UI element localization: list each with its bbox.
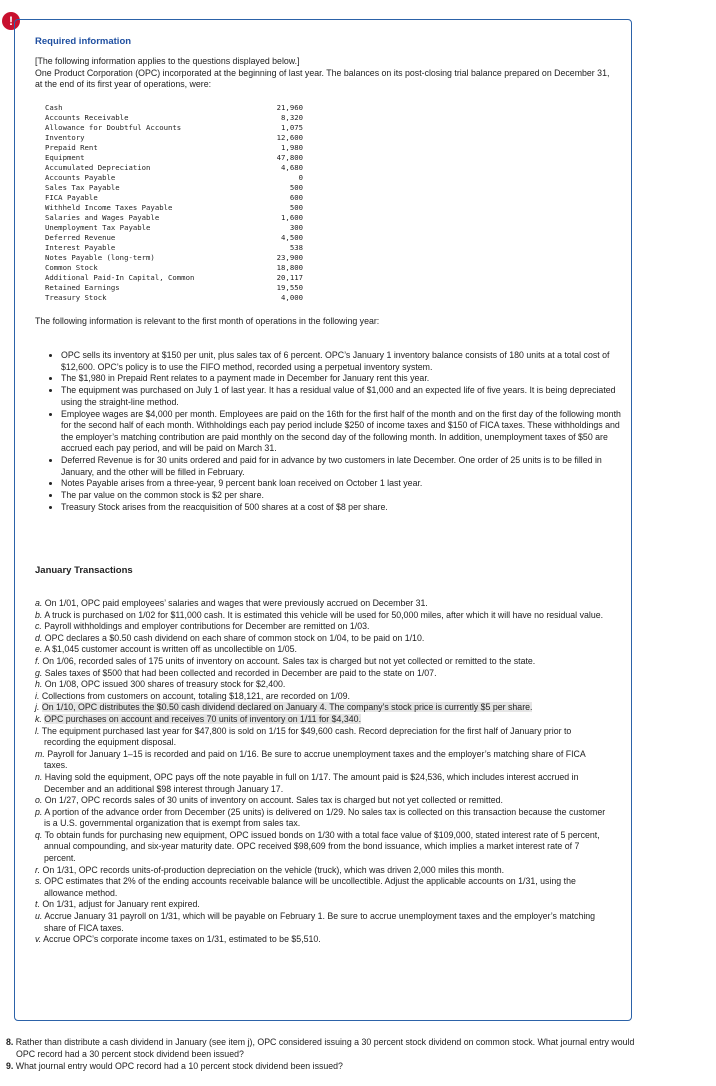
account-balance: 12,600 <box>276 133 303 142</box>
transaction-text: Sales taxes of $500 that had been collected and recorded in December are paid to the state on 1/07. <box>44 667 437 678</box>
account-name: Common Stock <box>45 263 98 272</box>
transaction-letter: s. <box>35 876 42 887</box>
transaction-item <box>35 691 607 703</box>
transaction-item <box>35 644 607 656</box>
transaction-letter: o. <box>35 795 43 806</box>
account-name: Equipment <box>45 153 85 162</box>
transactions-list <box>35 598 607 946</box>
account-name: Notes Payable (long-term) <box>45 253 155 262</box>
trial-balance-row <box>45 283 303 293</box>
account-balance: 500 <box>289 203 303 212</box>
account-balance: 20,117 <box>276 273 303 282</box>
transaction-text: A portion of the advance order from December (25 units) is delivered on 1/29. No sales tax is collected on this transaction because the customer is a U.S. governmental organization that is exempt from sales tax. <box>44 806 606 829</box>
info-bullet: • The $1,980 in Prepaid Rent relates to a payment made in December for January rent this year. <box>61 373 621 385</box>
transaction-text: Payroll for January 1–15 is recorded and paid on 1/16. Be sure to accrue unemployment taxes and the employer’s matching share of FICA taxes. <box>44 748 586 771</box>
transaction-text: Having sold the equipment, OPC pays off the note payable in full on 1/17. The amount paid is $24,536, which includes interest accrued in December and an additional $98 interest through January 17. <box>44 771 579 794</box>
transaction-letter: e. <box>35 644 43 655</box>
transaction-text: To obtain funds for purchasing new equipment, OPC issued bonds on 1/30 with a total face value of $109,000, stated interest rate of 5 percent, annual compounding, and six-year maturity date. OPC received $98,609 from the bond issuance, which implies a market interest rate of 7 percent. <box>44 829 600 864</box>
trial-balance-row <box>45 293 303 303</box>
transaction-letter: q. <box>35 829 43 840</box>
transaction-item <box>35 865 607 877</box>
intro-line-1: [The following information applies to the questions displayed below.] <box>35 56 300 66</box>
transaction-text: The equipment purchased last year for $47,800 is sold on 1/15 for $49,600 cash. Record depreciation for the first half of January prior to recording the equipment disposal. <box>41 725 572 748</box>
account-balance: 600 <box>289 193 303 202</box>
transaction-letter: v. <box>35 934 42 945</box>
account-balance: 4,500 <box>281 233 303 242</box>
question-text: What journal entry would OPC record had a 10 percent stock dividend been issued? <box>15 1061 343 1071</box>
account-balance: 21,960 <box>276 103 303 112</box>
transaction-letter: l. <box>35 725 40 736</box>
question-text: Rather than distribute a cash dividend in January (see item j), OPC considered issuing a 30 percent stock dividend on common stock. What journal entry would OPC record had a 30 percent stock dividend been issued? <box>15 1037 635 1059</box>
account-balance: 0 <box>298 173 303 182</box>
transaction-letter: k. <box>35 713 42 724</box>
account-name: Salaries and Wages Payable <box>45 213 160 222</box>
transaction-text: Payroll withholdings and employer contributions for December are remitted on 1/03. <box>44 621 370 632</box>
info-bullet: • Deferred Revenue is for 30 units ordered and paid for in advance by two customers in late December. One order of 25 units is to be filled in January, and the other will be filled in February. <box>61 455 621 478</box>
transaction-item <box>35 702 607 714</box>
account-name: Accounts Payable <box>45 173 116 182</box>
trial-balance-row <box>45 113 303 123</box>
trial-balance-row <box>45 243 303 253</box>
alert-icon: ! <box>2 12 20 30</box>
transaction-letter: u. <box>35 911 43 922</box>
account-name: Deferred Revenue <box>45 233 116 242</box>
account-name: Interest Payable <box>45 243 116 252</box>
transaction-text: On 1/31, OPC records units-of-production depreciation on the vehicle (truck), which was driven 2,000 miles this month. <box>42 864 505 875</box>
transaction-item <box>35 656 607 668</box>
account-name: Accounts Receivable <box>45 113 129 122</box>
transaction-item <box>35 807 607 830</box>
transaction-item <box>35 679 607 691</box>
intro-text <box>35 56 615 91</box>
transaction-item <box>35 668 607 680</box>
transaction-letter: t. <box>35 899 40 910</box>
transaction-item <box>35 726 607 749</box>
trial-balance-row <box>45 143 303 153</box>
info-bullet: • Notes Payable arises from a three-year, 9 percent bank loan received on October 1 last year. <box>61 478 621 490</box>
account-balance: 8,320 <box>281 113 303 122</box>
account-balance: 47,800 <box>276 153 303 162</box>
account-name: Cash <box>45 103 63 112</box>
trial-balance-table <box>45 103 303 303</box>
transaction-text: On 1/08, OPC issued 300 shares of treasury stock for $2,400. <box>44 679 286 690</box>
relevant-info-list <box>47 350 621 514</box>
trial-balance-row <box>45 233 303 243</box>
relevant-info-intro: The following information is relevant to the first month of operations in the following year: <box>35 316 380 326</box>
transaction-item <box>35 911 607 934</box>
transaction-letter: f. <box>35 655 40 666</box>
trial-balance-row <box>45 263 303 273</box>
account-name: Prepaid Rent <box>45 143 98 152</box>
account-name: Sales Tax Payable <box>45 183 120 192</box>
transaction-text: On 1/27, OPC records sales of 30 units of inventory on account. Sales tax is charged but not yet collected or remitted. <box>44 795 503 806</box>
account-balance: 1,980 <box>281 143 303 152</box>
question-9 <box>6 1061 636 1073</box>
transaction-item <box>35 621 607 633</box>
question-number: 8. <box>6 1037 14 1047</box>
transaction-letter: i. <box>35 690 40 701</box>
transaction-item <box>35 795 607 807</box>
transaction-text: On 1/31, adjust for January rent expired. <box>42 899 200 910</box>
trial-balance-row <box>45 203 303 213</box>
required-info-heading: Required information <box>35 36 132 47</box>
transaction-item <box>35 633 607 645</box>
transaction-letter: d. <box>35 632 43 643</box>
trial-balance-row <box>45 213 303 223</box>
account-balance: 538 <box>289 243 303 252</box>
account-name: Additional Paid-In Capital, Common <box>45 273 195 282</box>
account-balance: 1,600 <box>281 213 303 222</box>
info-bullet: • OPC sells its inventory at $150 per unit, plus sales tax of 6 percent. OPC’s January 1 inventory balance consists of 180 units at a total cost of $12,600. OPC’s policy is to use the FIFO method, recorded using a perpetual inventory system. <box>61 350 621 373</box>
transaction-text: Accrue January 31 payroll on 1/31, which will be payable on February 1. Be sure to accrue unemployment taxes and the employer’s matching share of FICA taxes. <box>44 911 596 933</box>
account-balance: 18,800 <box>276 263 303 272</box>
transaction-item <box>35 714 607 726</box>
account-balance: 23,900 <box>276 253 303 262</box>
intro-line-2: One Product Corporation (OPC) incorporated at the beginning of last year. The balances on its post-closing trial balance prepared on December 31, at the end of its first year of operations, were: <box>35 67 610 89</box>
trial-balance-row <box>45 153 303 163</box>
info-bullet: • Employee wages are $4,000 per month. Employees are paid on the 16th for the first half of the month and on the first day of the following month for the second half of each month. Withholdings each pay period include $250 of income taxes and $150 of FICA taxes. These withholdings and the employer’s matching contribution are paid monthly on the second day of the following month. In addition, unemployment taxes of $50 are accrued each pay period, and will be paid on March 31. <box>61 409 621 455</box>
transaction-text: Collections from customers on account, totaling $18,121, are recorded on 1/09. <box>41 690 350 701</box>
trial-balance-row <box>45 133 303 143</box>
account-name: Accumulated Depreciation <box>45 163 151 172</box>
transaction-text: On 1/10, OPC distributes the $0.50 cash dividend declared on January 4. The company’s stock price is currently $5 per share. <box>41 702 533 713</box>
question-8 <box>6 1037 636 1060</box>
transaction-item <box>35 899 607 911</box>
account-name: Inventory <box>45 133 85 142</box>
trial-balance-row <box>45 193 303 203</box>
account-name: Withheld Income Taxes Payable <box>45 203 173 212</box>
trial-balance-row <box>45 223 303 233</box>
account-balance: 500 <box>289 183 303 192</box>
transaction-text: OPC declares a $0.50 cash dividend on each share of common stock on 1/04, to be paid on 1/10. <box>44 632 425 643</box>
transaction-letter: a. <box>35 598 43 608</box>
info-bullet: • The equipment was purchased on July 1 of last year. It has a residual value of $1,000 and an expected life of five years. It is being depreciated using the straight-line method. <box>61 385 621 408</box>
transaction-letter: h. <box>35 679 43 690</box>
question-number: 9. <box>6 1061 14 1071</box>
transaction-letter: m. <box>35 748 45 759</box>
account-balance: 4,680 <box>281 163 303 172</box>
trial-balance-row <box>45 173 303 183</box>
transaction-letter: p. <box>35 806 43 817</box>
account-name: FICA Payable <box>45 193 98 202</box>
info-bullet: • The par value on the common stock is $2 per share. <box>61 490 621 502</box>
account-balance: 4,000 <box>281 293 303 302</box>
transaction-letter: r. <box>35 864 41 875</box>
trial-balance-row <box>45 123 303 133</box>
account-name: Unemployment Tax Payable <box>45 223 151 232</box>
account-name: Treasury Stock <box>45 293 107 302</box>
trial-balance-row <box>45 273 303 283</box>
trial-balance-row <box>45 163 303 173</box>
trial-balance-row <box>45 253 303 263</box>
transaction-item <box>35 830 607 865</box>
transaction-item <box>35 749 607 772</box>
transaction-item <box>35 598 607 610</box>
account-name: Retained Earnings <box>45 283 120 292</box>
transaction-letter: j. <box>35 702 40 713</box>
trial-balance-row <box>45 183 303 193</box>
transaction-text: On 1/06, recorded sales of 175 units of inventory on account. Sales tax is charged but not yet collected or remitted to the state. <box>42 655 536 666</box>
transaction-letter: c. <box>35 621 42 632</box>
transaction-text: OPC estimates that 2% of the ending accounts receivable balance will be uncollectible. Adjust the applicable accounts on 1/31, using the allowance method. <box>44 876 576 898</box>
transaction-item <box>35 876 607 899</box>
transaction-letter: n. <box>35 771 43 782</box>
transaction-text: OPC purchases on account and receives 70 units of inventory on 1/11 for $4,340. <box>44 713 362 724</box>
transaction-letter: b. <box>35 609 43 620</box>
january-transactions-heading: January Transactions <box>35 565 133 576</box>
transaction-item <box>35 610 607 622</box>
account-balance: 19,550 <box>276 283 303 292</box>
transaction-item <box>35 772 607 795</box>
trial-balance-row <box>45 103 303 113</box>
transaction-text: On 1/01, OPC paid employees’ salaries and wages that were previously accrued on December 31. <box>44 598 428 608</box>
account-balance: 1,075 <box>281 123 303 132</box>
transaction-item <box>35 934 607 946</box>
info-bullet: • Treasury Stock arises from the reacquisition of 500 shares at a cost of $8 per share. <box>61 502 621 514</box>
transaction-text: Accrue OPC’s corporate income taxes on 1/31, estimated to be $5,510. <box>43 934 321 945</box>
transaction-letter: g. <box>35 667 43 678</box>
account-balance: 300 <box>289 223 303 232</box>
account-name: Allowance for Doubtful Accounts <box>45 123 182 132</box>
transaction-text: A truck is purchased on 1/02 for $11,000 cash. It is estimated this vehicle will be used for 50,000 miles, after which it will have no residual value. <box>44 609 604 620</box>
transaction-text: A $1,045 customer account is written off as uncollectible on 1/05. <box>44 644 297 655</box>
